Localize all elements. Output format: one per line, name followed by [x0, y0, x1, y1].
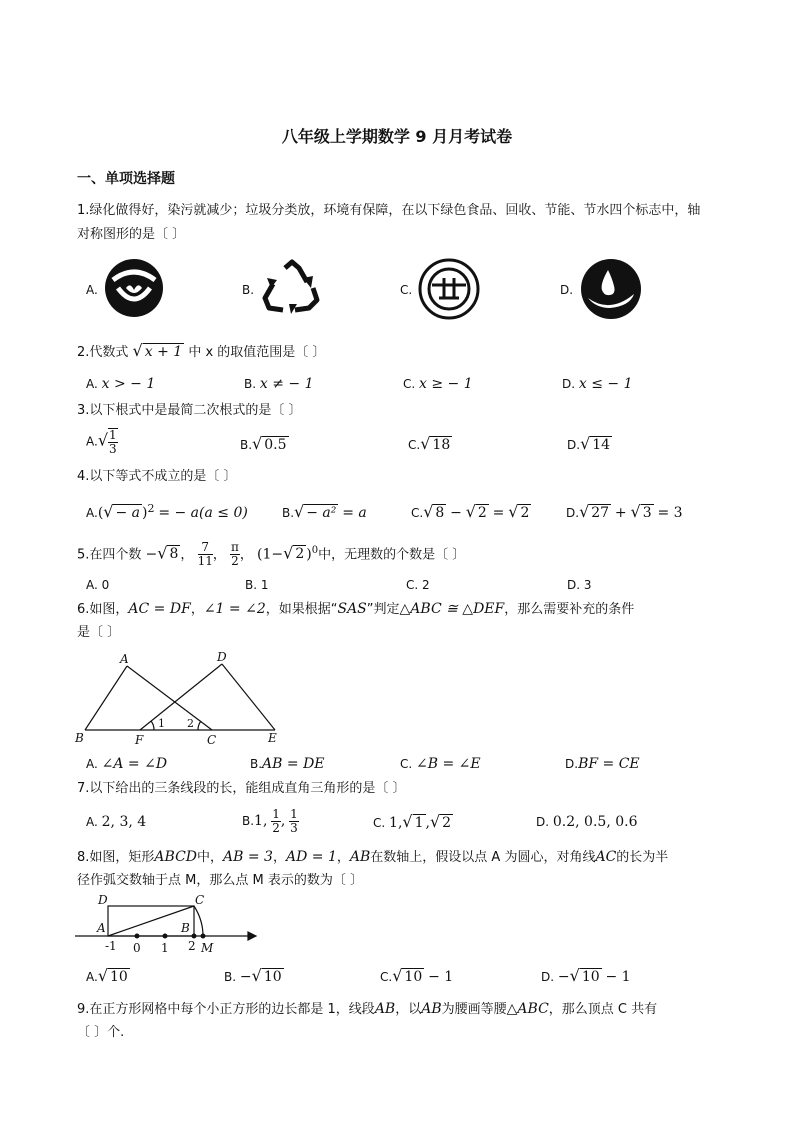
- sqrt-symbol: √: [132, 341, 143, 360]
- q3-option-a: A.√ $\frac{1}{3}$: [86, 428, 117, 456]
- q1-option-b-label: B.: [242, 283, 255, 297]
- q8-option-d: D. −√ 10 − 1: [541, 966, 631, 985]
- point-c-label: C: [207, 733, 217, 747]
- section-heading: 一、单项选择题: [77, 171, 175, 187]
- q2-prefix: 2.代数式: [77, 345, 129, 360]
- recycle-logo-icon: [261, 258, 323, 320]
- q8-stem-line1: 8.如图，矩形ABCD中，AB = 3，AD = 1，AB在数轴上，假设以点 A 为圆心，对角线AC的长为半: [77, 849, 669, 865]
- q2-suffix: 中 x 的取值范围是〔 〕: [188, 345, 326, 360]
- point-d-label: D: [98, 893, 108, 907]
- q3-option-b: B.√ 0.5: [240, 434, 287, 453]
- q3-option-d: D.√ 14: [567, 434, 611, 453]
- q1-text-line1: 1.绿化做得好，染污就减少；垃圾分类放，环境有保障，在以下绿色食品、回收、节能、节水四个标志中，轴: [77, 203, 701, 218]
- q9-stem-line1: 9.在正方形网格中每个小正方形的边长都是 1，线段AB，以AB为腰画等腰△ABC，那么顶点 C 共有: [77, 1001, 658, 1017]
- q1-option-c-label: C.: [400, 283, 413, 297]
- q8-option-a: A.√ 10: [86, 966, 128, 985]
- q6-triangle-figure: [70, 648, 290, 748]
- q8-option-b: B. −√ 10: [224, 966, 282, 985]
- q5-option-c: C. 2: [406, 578, 430, 592]
- tick-neg1-label: -1: [105, 939, 117, 953]
- q3-stem: 3.以下根式中是最简二次根式的是〔 〕: [77, 403, 302, 418]
- q2-option-b: B. x ≠ − 1: [244, 376, 314, 392]
- q7-option-d: D. 0.2, 0.5, 0.6: [536, 814, 638, 830]
- q5-stem: 5.在四个数 −√ 8 ， $\frac{7}{11}$ ， $\frac{\pi}{2}$ ， (1−√ 2 )$^0$中，无理数的个数是〔 〕: [77, 540, 466, 569]
- q3-option-c: C.√ 18: [408, 434, 451, 453]
- q7-option-a: A. 2, 3, 4: [86, 814, 147, 830]
- tick-2-label: 2: [188, 939, 196, 953]
- q2-option-a: A. x > − 1: [86, 376, 156, 392]
- q5-option-a: A. 0: [86, 578, 110, 592]
- q7-option-c: C. 1,√ 1 ,√ 2: [373, 812, 452, 831]
- q2-radicand: x + 1: [144, 344, 183, 360]
- q2-option-c: C. x ≥ − 1: [403, 376, 473, 392]
- point-m-label: M: [201, 941, 214, 955]
- q6-option-b: B.AB = DE: [250, 756, 325, 772]
- point-c-label: C: [195, 893, 205, 907]
- q4-option-a: A.(√ − a )$^2$ = − a(a ≤ 0): [86, 502, 248, 521]
- q2-stem: [77, 340, 325, 364]
- q1-option-a-label: A.: [86, 283, 98, 297]
- q9-stem-line2: 〔 〕个.: [77, 1025, 125, 1040]
- tick-0-label: 0: [133, 941, 141, 955]
- angle-2-label: 2: [187, 717, 194, 730]
- q5-option-b: B. 1: [245, 578, 269, 592]
- q6-option-c: C. ∠B = ∠E: [400, 756, 481, 772]
- q6-stem-line2: 是〔 〕: [77, 625, 121, 640]
- page-title: 八年级上学期数学 9 月月考试卷: [281, 127, 513, 146]
- point-e-label: E: [268, 731, 277, 745]
- q4-option-b: B.√ − a² = a: [282, 502, 367, 521]
- angle-1-label: 1: [158, 717, 165, 730]
- q4-stem: 4.以下等式不成立的是〔 〕: [77, 469, 237, 484]
- q5-option-d: D. 3: [567, 578, 592, 592]
- energy-saving-logo-icon: [418, 258, 480, 320]
- q8-stem-line2: 径作弧交数轴于点 M，那么点 M 表示的数为〔 〕: [77, 873, 363, 888]
- q7-option-b: B.1, $\frac{1}{2}$ , $\frac{1}{3}$: [242, 807, 298, 835]
- point-b-label: B: [75, 731, 84, 745]
- q8-number-line-figure: [70, 892, 260, 958]
- q8-option-c: C.√ 10 − 1: [380, 966, 454, 985]
- water-saving-logo-icon: [580, 258, 642, 320]
- green-food-logo-icon: [104, 258, 164, 318]
- q4-option-d: D.√ 27 + √ 3 = 3: [566, 502, 683, 521]
- q6-stem-line1: 6.如图，AC = DF，∠1 = ∠2，如果根据“SAS”判定△ABC ≅ △DEF，那么需要补充的条件: [77, 601, 635, 617]
- q2-option-d: D. x ≤ − 1: [562, 376, 633, 392]
- q1-text-line2: 对称图形的是〔 〕: [77, 227, 186, 242]
- point-a-label: A: [97, 921, 106, 935]
- q4-option-c: C.√ 8 − √ 2 = √ 2: [411, 502, 530, 521]
- q1-option-d-label: D.: [560, 283, 574, 297]
- point-d-label: D: [217, 650, 227, 664]
- point-f-label: F: [135, 733, 144, 747]
- point-a-label: A: [120, 652, 129, 666]
- tick-1-label: 1: [161, 941, 169, 955]
- q7-stem: 7.以下给出的三条线段的长，能组成直角三角形的是〔 〕: [77, 781, 406, 796]
- q6-option-d: D.BF = CE: [565, 756, 640, 772]
- q6-option-a: A. ∠A = ∠D: [86, 756, 168, 772]
- point-b-label: B: [181, 921, 190, 935]
